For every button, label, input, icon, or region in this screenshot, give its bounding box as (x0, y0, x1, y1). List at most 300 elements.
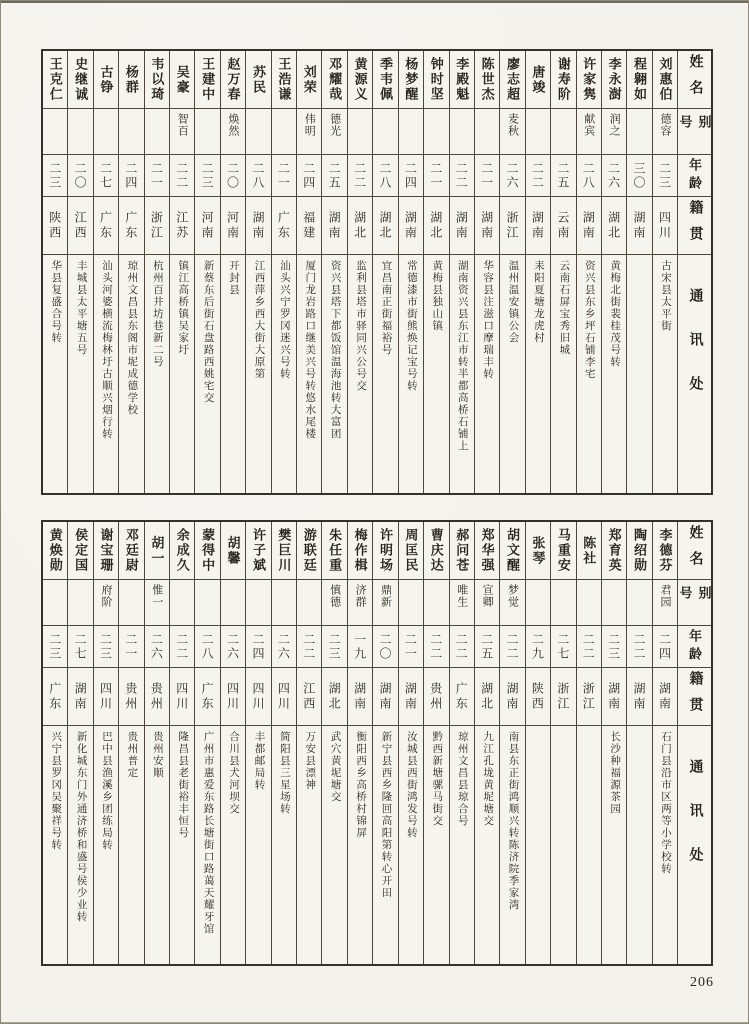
person-age: 二四 (403, 161, 418, 190)
person-origin: 广东 (454, 681, 469, 712)
person-column (373, 51, 398, 493)
person-origin: 四川 (174, 681, 189, 712)
person-alias: 智百 (176, 113, 189, 137)
origin-cell (500, 197, 524, 255)
person-age: 二二 (581, 632, 596, 661)
person-column (272, 51, 297, 493)
age-cell (119, 155, 143, 197)
address-cell (526, 255, 550, 493)
address-cell (551, 255, 575, 493)
name-cell (526, 51, 550, 109)
alias-cell (424, 109, 448, 155)
name-cell (195, 51, 219, 109)
person-address: 杭州百井坊巷新二号 (151, 260, 163, 368)
origin-cell (94, 668, 118, 726)
address-cell (373, 726, 397, 964)
age-cell (500, 626, 524, 668)
name-cell (170, 51, 194, 109)
person-address: 古宋县太平街 (659, 260, 671, 332)
person-column (551, 51, 576, 493)
person-age: 二一 (149, 161, 164, 190)
origin-cell (170, 668, 194, 726)
alias-cell (348, 109, 372, 155)
person-address: 长沙种福源茶园 (609, 731, 621, 815)
person-column (322, 51, 347, 493)
person-name: 胡一 (149, 535, 165, 566)
origin-cell (577, 668, 601, 726)
person-column (424, 51, 449, 493)
alias-cell (551, 580, 575, 626)
person-address: 琼州文昌县东阁市坭成德学校 (126, 260, 138, 416)
origin-cell (399, 668, 423, 726)
address-cell (348, 726, 372, 964)
address-cell (195, 255, 219, 493)
person-address: 黄梅北街裴桂茂号转 (609, 260, 621, 368)
header-name-cell (678, 51, 711, 109)
person-address: 兴宁县罗冈吴聚祥号转 (50, 731, 62, 851)
alias-cell (272, 109, 296, 155)
person-origin: 四川 (657, 210, 672, 241)
origin-cell (272, 197, 296, 255)
address-cell (500, 726, 524, 964)
person-age: 二三 (657, 161, 672, 190)
name-cell (221, 51, 245, 109)
person-age: 二一 (403, 632, 418, 661)
person-alias: 府阶 (100, 584, 113, 608)
address-cell (653, 726, 677, 964)
person-name: 胡馨 (225, 535, 241, 566)
person-column (653, 51, 678, 493)
origin-cell (272, 668, 296, 726)
alias-cell (68, 109, 92, 155)
origin-cell (348, 197, 372, 255)
name-cell (551, 51, 575, 109)
person-column (577, 522, 602, 964)
person-alias: 唯生 (455, 584, 468, 608)
person-origin: 广东 (47, 681, 62, 712)
name-cell (348, 51, 372, 109)
age-cell (246, 626, 270, 668)
age-cell (450, 626, 474, 668)
registry-table-top (41, 49, 713, 495)
person-column (653, 522, 678, 964)
address-cell (399, 726, 423, 964)
person-address: 华县复盛合号转 (50, 260, 62, 344)
age-cell (145, 155, 169, 197)
person-column (195, 51, 220, 493)
person-age: 二二 (174, 161, 189, 190)
person-age: 一九 (352, 632, 367, 661)
origin-cell (68, 197, 92, 255)
name-cell (500, 522, 524, 580)
person-age: 二五 (327, 161, 342, 190)
alias-cell (450, 109, 474, 155)
address-cell (145, 255, 169, 493)
person-name: 周匡民 (403, 528, 419, 573)
person-origin: 湖南 (530, 210, 545, 241)
header-address-cell (678, 255, 711, 493)
person-address: 新化城东门外通济桥和盛号侯少业转 (75, 731, 87, 923)
origin-cell (450, 668, 474, 726)
age-cell (119, 626, 143, 668)
age-cell (399, 155, 423, 197)
person-name: 杨梦醒 (403, 57, 419, 102)
person-origin: 湖南 (632, 681, 647, 712)
origin-cell (322, 668, 346, 726)
person-column (119, 522, 144, 964)
person-name: 吴豪 (174, 64, 190, 95)
origin-cell (602, 668, 626, 726)
address-cell (119, 255, 143, 493)
age-cell (627, 155, 651, 197)
alias-cell (551, 109, 575, 155)
name-cell (221, 522, 245, 580)
origin-cell (577, 197, 601, 255)
person-alias: 麦秋 (506, 113, 519, 137)
person-address: 九江孔垅黄坭塘交 (482, 731, 494, 827)
name-cell (272, 51, 296, 109)
person-age: 二八 (200, 632, 215, 661)
alias-cell (475, 109, 499, 155)
person-age: 二〇 (73, 161, 88, 190)
name-cell (272, 522, 296, 580)
header-name-label: 姓名 (687, 524, 703, 577)
person-column (399, 522, 424, 964)
person-column (475, 522, 500, 964)
person-address: 常德漆市街熊焕记宝号转 (405, 260, 417, 392)
address-cell (94, 255, 118, 493)
person-address: 南县东正街鸿顺兴转陈济院季家湾 (507, 731, 519, 911)
origin-cell (526, 197, 550, 255)
age-cell (272, 155, 296, 197)
person-age: 二三 (47, 161, 62, 190)
person-column (450, 522, 475, 964)
address-cell (602, 726, 626, 964)
name-cell (68, 51, 92, 109)
person-age: 二四 (250, 632, 265, 661)
person-column (322, 522, 347, 964)
name-cell (145, 51, 169, 109)
person-name: 苏民 (250, 64, 266, 95)
alias-cell (272, 580, 296, 626)
name-cell (627, 522, 651, 580)
origin-cell (145, 197, 169, 255)
age-cell (424, 626, 448, 668)
alias-cell (373, 580, 397, 626)
person-origin: 广东 (123, 210, 138, 241)
person-age: 二六 (606, 161, 621, 190)
person-address: 武穴黄坭塘交 (329, 731, 341, 803)
person-column (297, 51, 322, 493)
person-age: 二一 (479, 161, 494, 190)
alias-cell (94, 109, 118, 155)
origin-cell (424, 197, 448, 255)
name-cell (94, 522, 118, 580)
person-name: 廖志超 (505, 57, 521, 102)
alias-cell (221, 109, 245, 155)
person-name: 黄焕勋 (47, 528, 63, 573)
name-cell (653, 522, 677, 580)
person-origin: 湖北 (479, 681, 494, 712)
person-column (475, 51, 500, 493)
person-origin: 湖南 (352, 681, 367, 712)
name-cell (195, 522, 219, 580)
person-origin: 湖南 (632, 210, 647, 241)
origin-cell (43, 668, 67, 726)
header-alias-cell (678, 580, 711, 626)
origin-cell (348, 668, 372, 726)
header-age-cell (678, 626, 711, 668)
registry-table-bottom (41, 520, 713, 966)
alias-cell (653, 580, 677, 626)
alias-cell (627, 109, 651, 155)
address-cell (475, 255, 499, 493)
person-origin: 湖南 (327, 210, 342, 241)
person-origin: 江西 (73, 210, 88, 241)
person-column (43, 522, 68, 964)
age-cell (195, 155, 219, 197)
person-column (526, 51, 551, 493)
person-age: 二五 (479, 632, 494, 661)
person-alias: 君园 (658, 584, 671, 608)
person-name: 刘荣 (301, 64, 317, 95)
person-name: 谢宝珊 (98, 528, 114, 573)
header-age-cell (678, 155, 711, 197)
person-column (272, 522, 297, 964)
name-cell (119, 522, 143, 580)
person-origin: 云南 (555, 210, 570, 241)
person-address: 贵州普定 (126, 731, 138, 779)
address-cell (602, 255, 626, 493)
person-column (43, 51, 68, 493)
person-origin: 陕西 (47, 210, 62, 241)
person-column (221, 522, 246, 964)
person-address: 丰城县太平塘五号 (75, 260, 87, 356)
header-address-cell (678, 726, 711, 964)
origin-cell (195, 197, 219, 255)
name-cell (526, 522, 550, 580)
person-origin: 湖南 (73, 681, 88, 712)
age-cell (602, 626, 626, 668)
person-alias: 慎德 (328, 584, 341, 608)
person-alias: 伟明 (303, 113, 316, 137)
alias-cell (653, 109, 677, 155)
person-name: 梅作楫 (352, 528, 368, 573)
person-address: 汝城县西街鸿发号转 (405, 731, 417, 839)
person-column (170, 522, 195, 964)
person-origin: 浙江 (505, 210, 520, 241)
person-address: 新蔡东后街石盘路西姚宅交 (202, 260, 214, 404)
person-origin: 湖南 (454, 210, 469, 241)
alias-cell (43, 580, 67, 626)
person-age: 二一 (123, 632, 138, 661)
person-name: 朱任重 (327, 528, 343, 573)
person-address: 厦门龙岩路口继美兴号转悠水尾楼 (304, 260, 316, 440)
name-cell (170, 522, 194, 580)
person-age: 二三 (606, 632, 621, 661)
origin-cell (322, 197, 346, 255)
name-cell (373, 522, 397, 580)
person-name: 李永澍 (606, 57, 622, 102)
person-age: 二三 (98, 632, 113, 661)
person-origin: 四川 (225, 681, 240, 712)
person-name: 郑华强 (479, 528, 495, 573)
name-cell (43, 522, 67, 580)
person-age: 二四 (657, 632, 672, 661)
person-name: 郝问苍 (454, 528, 470, 573)
person-age: 二二 (530, 161, 545, 190)
name-cell (450, 51, 474, 109)
header-age-label: 年龄 (687, 157, 702, 194)
alias-cell (577, 109, 601, 155)
name-cell (577, 522, 601, 580)
person-age: 二六 (505, 161, 520, 190)
alias-cell (526, 109, 550, 155)
person-origin: 湖北 (428, 210, 443, 241)
name-cell (602, 522, 626, 580)
table-columns (43, 51, 678, 493)
person-column (119, 51, 144, 493)
origin-cell (653, 197, 677, 255)
person-name: 许家隽 (581, 57, 597, 102)
header-alias-label: 别号 (678, 115, 711, 135)
person-origin: 湖北 (327, 681, 342, 712)
person-origin: 湖南 (505, 681, 520, 712)
address-cell (221, 726, 245, 964)
person-name: 史继诚 (73, 57, 89, 102)
alias-cell (297, 109, 321, 155)
origin-cell (221, 197, 245, 255)
person-column (424, 522, 449, 964)
age-cell (221, 626, 245, 668)
origin-cell (627, 668, 651, 726)
alias-cell (424, 580, 448, 626)
name-cell (500, 51, 524, 109)
alias-cell (627, 580, 651, 626)
origin-cell (551, 668, 575, 726)
name-cell (475, 51, 499, 109)
person-column (221, 51, 246, 493)
page-number: 206 (690, 975, 714, 990)
origin-cell (500, 668, 524, 726)
alias-cell (475, 580, 499, 626)
person-address: 合川县犬河坝交 (228, 731, 240, 815)
age-cell (195, 626, 219, 668)
person-address: 开封县 (228, 260, 240, 296)
person-age: 二六 (225, 632, 240, 661)
person-column (94, 51, 119, 493)
person-address: 巴中县渔溪乡团练局转 (101, 731, 113, 851)
age-cell (170, 155, 194, 197)
person-age: 二六 (149, 632, 164, 661)
age-cell (475, 155, 499, 197)
person-address: 黄梅县独山镇 (431, 260, 443, 332)
origin-cell (246, 668, 270, 726)
person-column (348, 51, 373, 493)
person-name: 邓廷尉 (123, 528, 139, 573)
address-cell (500, 255, 524, 493)
person-age: 二八 (377, 161, 392, 190)
person-name: 程翱如 (632, 57, 648, 102)
header-column (678, 522, 711, 964)
person-origin: 湖南 (479, 210, 494, 241)
address-cell (246, 726, 270, 964)
person-name: 王建中 (200, 57, 216, 102)
person-age: 二〇 (377, 632, 392, 661)
alias-cell (500, 580, 524, 626)
person-address: 温州温安镇公会 (507, 260, 519, 344)
alias-cell (195, 580, 219, 626)
address-cell (297, 255, 321, 493)
alias-cell (450, 580, 474, 626)
name-cell (551, 522, 575, 580)
origin-cell (94, 197, 118, 255)
person-age: 二三 (47, 632, 62, 661)
person-age: 二二 (174, 632, 189, 661)
age-cell (424, 155, 448, 197)
name-cell (297, 522, 321, 580)
alias-cell (246, 580, 270, 626)
alias-cell (170, 580, 194, 626)
alias-cell (577, 580, 601, 626)
person-origin: 四川 (276, 681, 291, 712)
age-cell (526, 626, 550, 668)
person-alias: 宣卿 (481, 584, 494, 608)
person-address: 丰都邮局转 (253, 731, 265, 791)
person-column (627, 51, 652, 493)
person-alias: 济群 (354, 584, 367, 608)
age-cell (577, 155, 601, 197)
address-cell (399, 255, 423, 493)
name-cell (145, 522, 169, 580)
person-origin: 湖北 (352, 210, 367, 241)
table-columns (43, 522, 678, 964)
age-cell (297, 626, 321, 668)
address-cell (322, 255, 346, 493)
person-column (602, 51, 627, 493)
origin-cell (195, 668, 219, 726)
alias-cell (246, 109, 270, 155)
address-cell (68, 255, 92, 493)
address-cell (272, 255, 296, 493)
name-cell (424, 522, 448, 580)
person-address: 资兴县东乡坪石铺李宅 (583, 260, 595, 380)
age-cell (526, 155, 550, 197)
person-age: 二七 (73, 632, 88, 661)
origin-cell (475, 197, 499, 255)
person-age: 二三 (327, 632, 342, 661)
alias-cell (602, 580, 626, 626)
person-age: 二一 (428, 161, 443, 190)
alias-cell (221, 580, 245, 626)
person-origin: 贵州 (149, 681, 164, 712)
person-origin: 湖北 (606, 210, 621, 241)
person-age: 二一 (276, 161, 291, 190)
person-column (246, 51, 271, 493)
person-name: 李德芬 (657, 528, 673, 573)
address-cell (94, 726, 118, 964)
name-cell (297, 51, 321, 109)
person-column (94, 522, 119, 964)
alias-cell (602, 109, 626, 155)
address-cell (322, 726, 346, 964)
address-cell (297, 726, 321, 964)
age-cell (373, 155, 397, 197)
origin-cell (68, 668, 92, 726)
name-cell (94, 51, 118, 109)
person-name: 杨群 (123, 64, 139, 95)
header-column (678, 51, 711, 493)
